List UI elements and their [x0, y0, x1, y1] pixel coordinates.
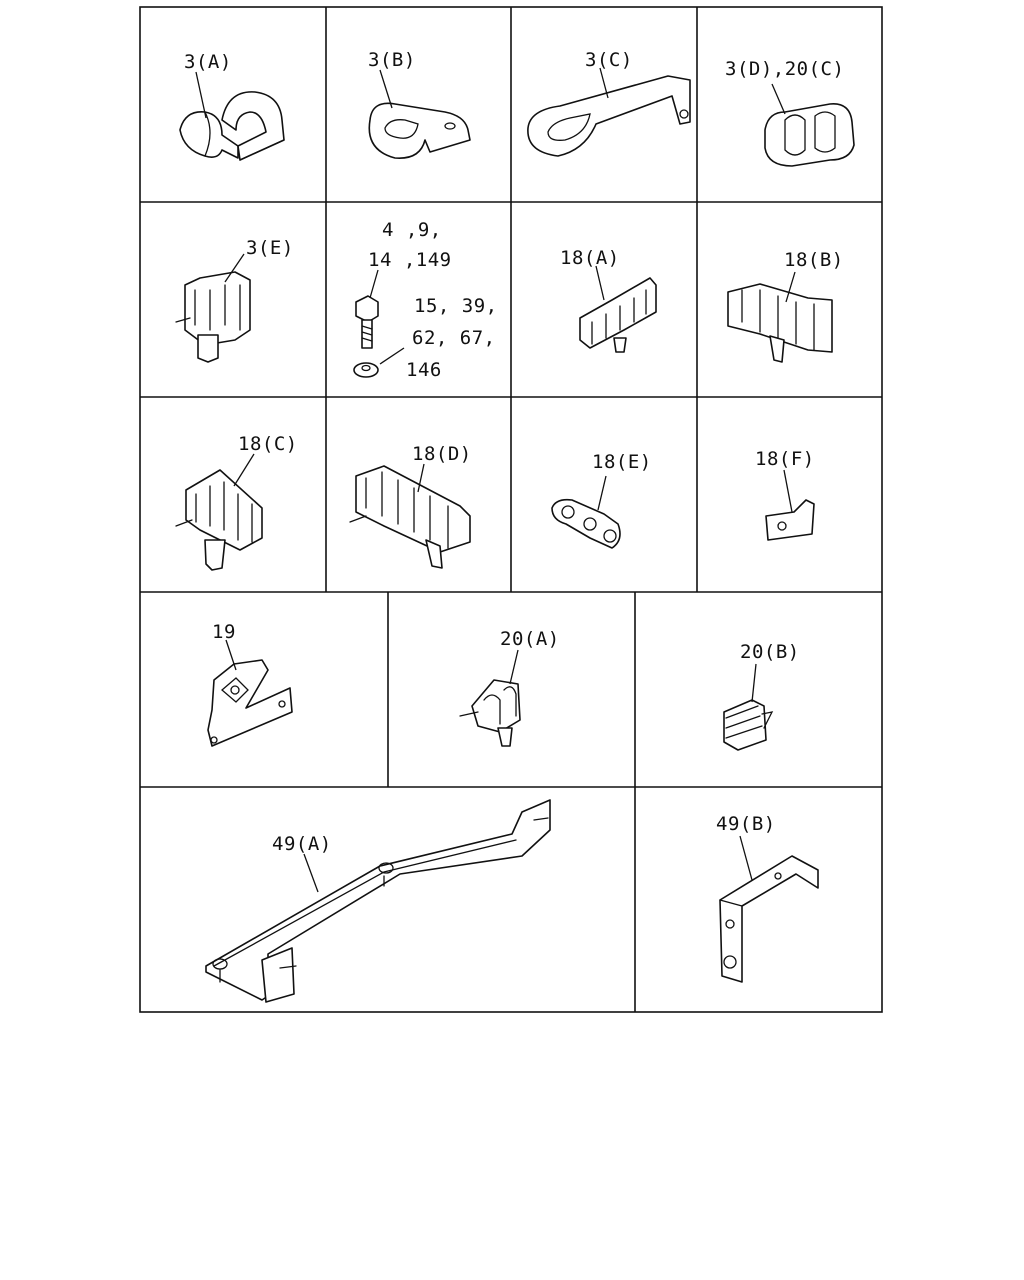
label-nut-line3: 146 [406, 359, 442, 381]
part-18d-clip [350, 464, 470, 568]
part-3c-bracket [528, 68, 690, 156]
label-3c: 3(C) [585, 49, 633, 71]
label-18c: 18(C) [238, 433, 298, 455]
label-3a: 3(A) [184, 51, 232, 73]
part-49a-bracket [206, 800, 550, 1002]
part-18b-clip [728, 272, 832, 362]
part-3b-clip [369, 70, 470, 158]
label-18e: 18(E) [592, 451, 652, 473]
part-3e-clip [176, 254, 250, 362]
label-49b: 49(B) [716, 813, 776, 835]
part-20b-clip [724, 664, 772, 750]
label-3d-20c: 3(D),20(C) [725, 58, 845, 80]
part-19-bracket [208, 640, 292, 746]
label-nut-line1: 15, 39, [414, 295, 498, 317]
label-3e: 3(E) [246, 237, 294, 259]
label-bolt-line2: 14 ,149 [368, 249, 452, 271]
label-18a: 18(A) [560, 247, 620, 269]
part-18f-clip [766, 470, 814, 540]
label-nut-line2: 62, 67, [412, 327, 496, 349]
part-nut [354, 348, 404, 377]
label-18b: 18(B) [784, 249, 844, 271]
label-18f: 18(F) [755, 448, 815, 470]
label-49a: 49(A) [272, 833, 332, 855]
part-49b-bracket [720, 836, 818, 982]
label-18d: 18(D) [412, 443, 472, 465]
label-3b: 3(B) [368, 49, 416, 71]
part-bolt [356, 270, 378, 348]
label-19: 19 [212, 621, 236, 643]
part-18e-clip [552, 476, 620, 548]
part-3a-clip [180, 72, 284, 160]
label-bolt-line1: 4 ,9, [382, 219, 442, 241]
label-20a: 20(A) [500, 628, 560, 650]
part-18a-clip [580, 266, 656, 352]
part-20a-clip [460, 650, 520, 746]
part-18c-clip [176, 454, 262, 570]
part-3d-20c-clip [765, 84, 854, 166]
label-20b: 20(B) [740, 641, 800, 663]
